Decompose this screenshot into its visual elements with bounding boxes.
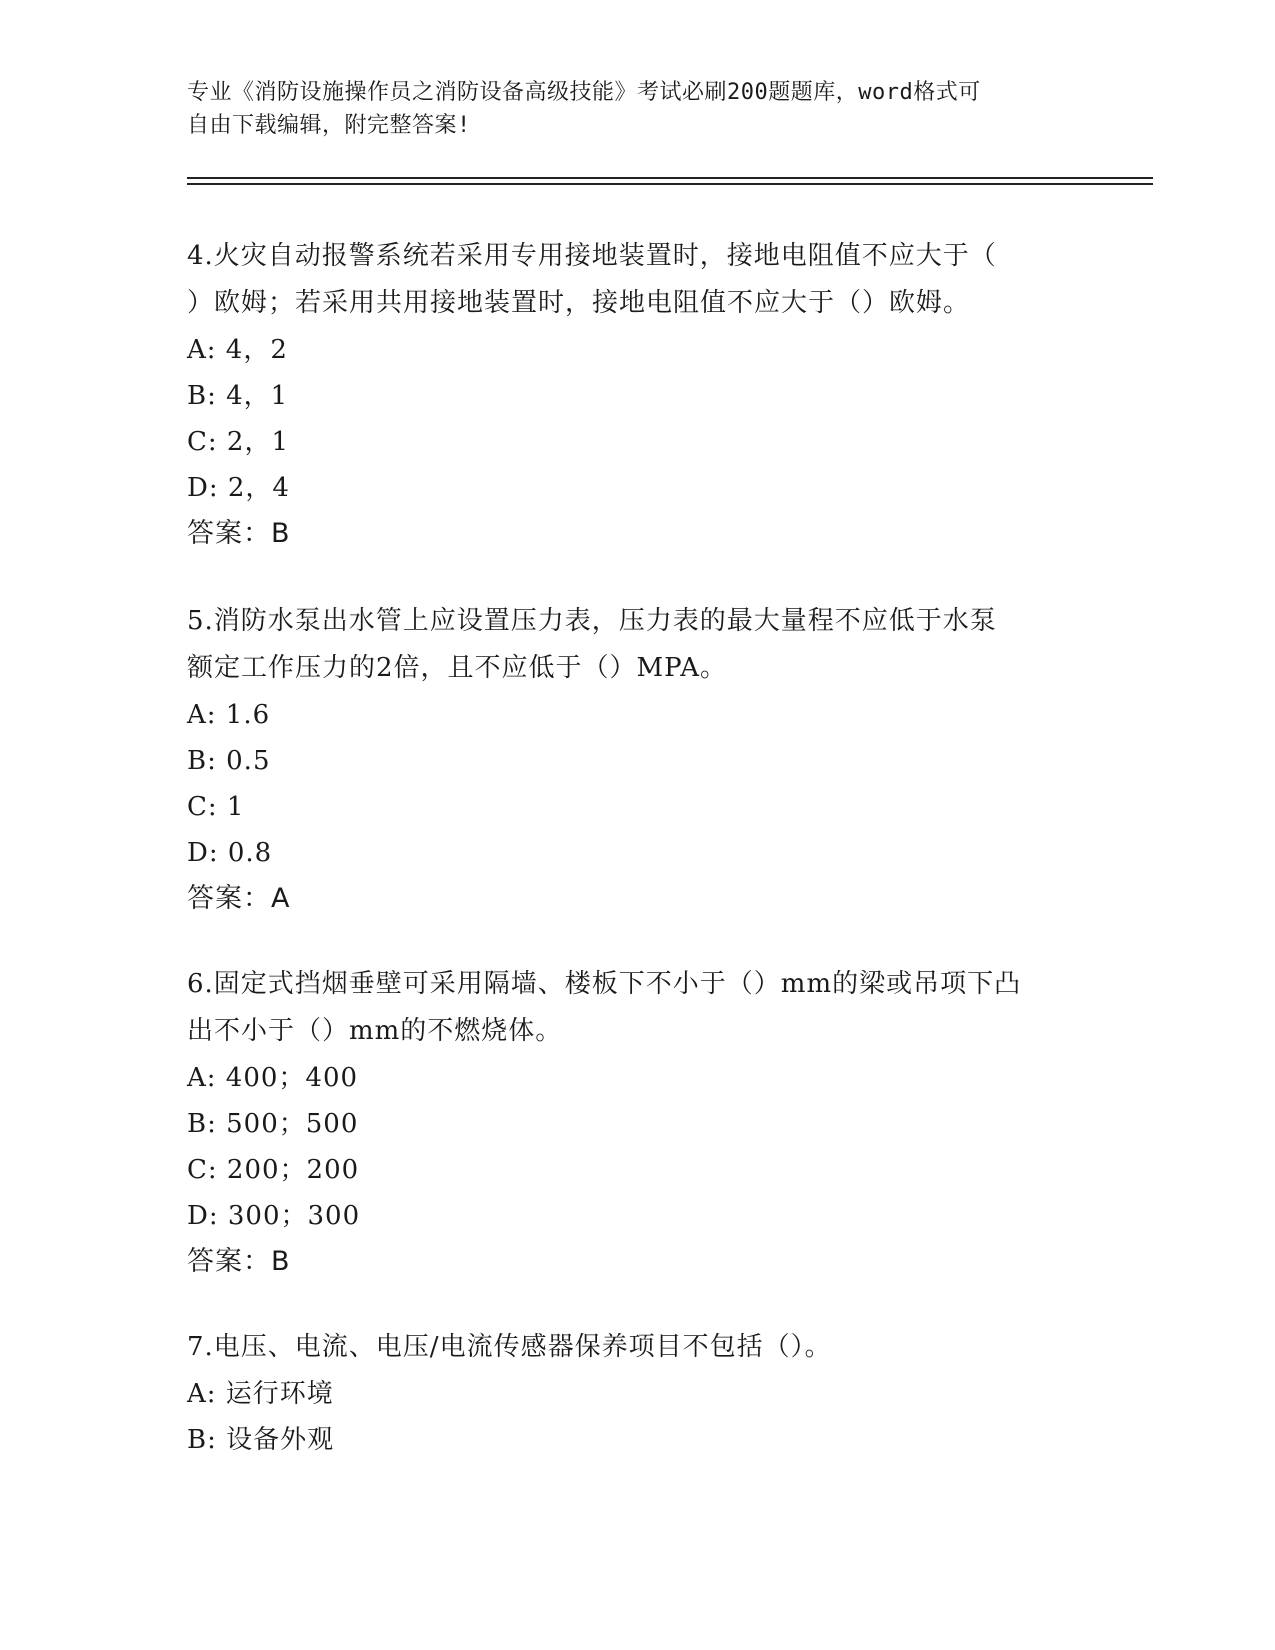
option-c: C: 2，1	[187, 427, 290, 457]
option-d: D: 0.8	[187, 838, 273, 868]
option-d: D: 300；300	[187, 1201, 361, 1231]
option-a: A: 4，2	[187, 335, 288, 365]
question-4	[187, 233, 1087, 557]
header-divider-bottom	[187, 183, 1153, 185]
question-5	[187, 598, 1087, 922]
option-a: A: 400；400	[187, 1063, 359, 1093]
option-b: B: 0.5	[187, 746, 271, 776]
answer: 答案：B	[187, 518, 291, 549]
question-text: 5.消防水泵出水管上应设置压力表，压力表的最大量程不应低于水泵	[187, 606, 997, 636]
question-text: 4.火灾自动报警系统若采用专用接地装置时，接地电阻值不应大于（	[187, 241, 997, 271]
header-divider-top	[187, 177, 1153, 179]
option-a: A: 1.6	[187, 700, 271, 730]
question-7	[187, 1324, 1087, 1463]
question-text: 7.电压、电流、电压/电流传感器保养项目不包括（）。	[187, 1332, 832, 1362]
option-c: C: 200；200	[187, 1155, 360, 1185]
answer: 答案：A	[187, 883, 291, 914]
header-line-2: 自由下载编辑，附完整答案!	[187, 113, 471, 138]
header-line-1: 专业《消防设施操作员之消防设备高级技能》考试必刷200题题库，word格式可	[187, 80, 981, 105]
option-b: B: 500；500	[187, 1109, 359, 1139]
question-text-continued: ）欧姆；若采用共用接地装置时，接地电阻值不应大于（）欧姆。	[187, 288, 971, 318]
option-d: D: 2，4	[187, 473, 290, 503]
option-c: C: 1	[187, 792, 245, 822]
document-header	[187, 76, 1087, 142]
question-text-continued: 额定工作压力的2倍，且不应低于（）MPA。	[187, 653, 728, 683]
question-text-continued: 出不小于（）mm的不燃烧体。	[187, 1016, 563, 1046]
question-6	[187, 961, 1087, 1285]
option-a: A: 运行环境	[187, 1379, 334, 1409]
question-text: 6.固定式挡烟垂壁可采用隔墙、楼板下不小于（）mm的梁或吊项下凸	[187, 969, 1022, 999]
option-b: B: 4，1	[187, 381, 289, 411]
option-b: B: 设备外观	[187, 1425, 335, 1455]
answer: 答案：B	[187, 1246, 291, 1277]
